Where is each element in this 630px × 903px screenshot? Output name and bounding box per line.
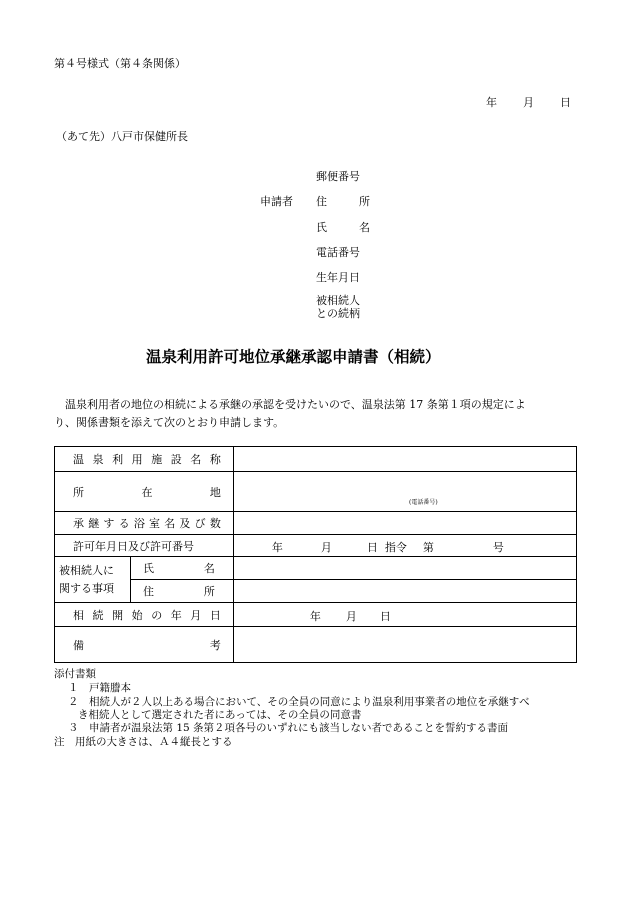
permit-field[interactable]	[233, 535, 576, 557]
phone-label: 電話番号	[316, 246, 360, 259]
row-bath-names	[55, 512, 577, 535]
addressee: （あて先）八戸市保健所長	[56, 130, 188, 143]
facility-name-label: 温 泉 利 用 施 設 名 称	[55, 447, 234, 472]
applicant-label: 申請者	[260, 195, 293, 208]
birthdate-label: 生年月日	[316, 271, 360, 284]
inherit-year-label: 年	[309, 610, 321, 623]
remarks-field[interactable]	[233, 627, 576, 663]
row-decedent-address	[55, 580, 577, 603]
permit-year-label: 年	[271, 541, 283, 554]
document-title: 温泉利用許可地位承継承認申請書（相続）	[146, 347, 441, 366]
paper-size-note: 注 用紙の大きさは、Ａ４縦長とする	[54, 736, 233, 748]
attachment-item-2-line2: き相続人として選定された者にあっては、その全員の同意書	[78, 709, 362, 721]
name-label-2: 名	[359, 221, 370, 234]
permit-month-label: 月	[320, 541, 332, 554]
application-table	[54, 446, 577, 663]
inherit-day-label: 日	[379, 610, 391, 623]
bath-names-field[interactable]	[233, 512, 576, 535]
decedent-address-label: 住 所	[130, 580, 233, 603]
inherit-date-field[interactable]	[233, 603, 576, 627]
location-field[interactable]	[233, 472, 576, 512]
remarks-label: 備 考	[55, 627, 234, 663]
row-facility-name	[55, 447, 577, 472]
address-label-1: 住	[316, 195, 327, 208]
permit-number-label: 号	[492, 541, 504, 554]
date-year-label: 年	[486, 96, 497, 109]
attachment-item-1: １ 戸籍謄本	[68, 682, 131, 694]
relation-label-line1: 被相続人	[316, 294, 360, 307]
date-day-label: 日	[560, 96, 571, 109]
permit-dai-label: 第	[422, 541, 434, 554]
postal-code-label: 郵便番号	[316, 170, 360, 183]
row-location	[55, 472, 577, 512]
attachments-heading: 添付書類	[54, 668, 96, 680]
inherit-date-label: 相 続 開 始 の 年 月 日	[55, 603, 234, 627]
attachment-item-2-line1: ２ 相続人が２人以上ある場合において、その全員の同意により温泉利用事業者の地位を承継すべ	[68, 696, 530, 708]
row-decedent-name	[55, 557, 577, 580]
bath-names-label: 承 継 す る 浴 室 名 及 び 数	[55, 512, 234, 535]
attachment-item-3: ３ 申請者が温泉法第 15 条第２項各号のいずれにも該当しない者であることを誓約する書面	[68, 722, 509, 734]
body-text-line1: 温泉利用者の地位の相続による承継の承認を受けたいので、温泉法第 17 条第１項の規定によ	[65, 398, 526, 411]
address-label-2: 所	[359, 195, 370, 208]
row-inherit-date	[55, 603, 577, 627]
decedent-name-field[interactable]	[233, 557, 576, 580]
permit-day-label: 日	[366, 541, 378, 554]
inherit-month-label: 月	[345, 610, 357, 623]
decedent-name-label: 氏 名	[130, 557, 233, 580]
permit-label: 許可年月日及び許可番号	[55, 535, 234, 557]
body-text-line2: り、関係書類を添えて次のとおり申請します。	[54, 416, 285, 429]
phone-note: (電話番号)	[409, 499, 438, 506]
row-permit	[55, 535, 577, 557]
facility-name-field[interactable]	[233, 447, 576, 472]
name-label-1: 氏	[316, 221, 327, 234]
date-month-label: 月	[523, 96, 534, 109]
row-remarks	[55, 627, 577, 663]
location-label: 所 在 地	[55, 472, 234, 512]
relation-label-line2: との続柄	[316, 307, 360, 320]
form-number: 第４号様式（第４条関係）	[54, 57, 186, 70]
decedent-address-field[interactable]	[233, 580, 576, 603]
decedent-label: 被相続人に 関する事項	[55, 557, 131, 603]
permit-directive-label: 指令	[384, 541, 407, 554]
